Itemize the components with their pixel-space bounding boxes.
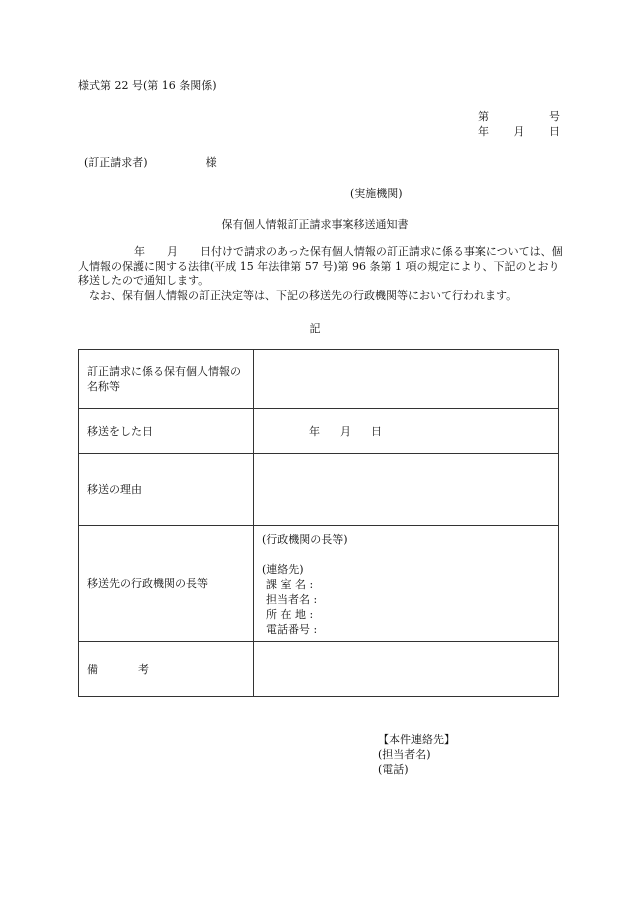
contact-heading: (連絡先)	[262, 563, 304, 576]
contact-footer-title: 【本件連絡先】	[378, 733, 455, 746]
body-paragraph-2: なお、保有個人情報の訂正決定等は、下記の移送先の行政機関等において行われます。	[89, 288, 518, 302]
info-name-label: 訂正請求に係る保有個人情報の名称等	[79, 350, 254, 409]
body-text	[78, 245, 563, 303]
remarks-label-b: 考	[138, 662, 149, 676]
table-row	[79, 642, 559, 697]
destination-value	[254, 526, 559, 642]
contact-footer-person: (担当者名)	[378, 748, 431, 761]
table-row	[79, 409, 559, 454]
honorific: 様	[205, 156, 217, 169]
remarks-value	[254, 642, 559, 697]
document-number-suffix: 号	[549, 110, 560, 123]
remarks-label	[79, 642, 254, 697]
form-number: 様式第 22 号(第 16 条関係)	[78, 79, 217, 92]
transfer-date-value	[254, 409, 559, 454]
table-row	[79, 350, 559, 409]
table-row	[79, 526, 559, 642]
info-name-value	[254, 350, 559, 409]
document-number-line	[478, 110, 560, 124]
document-number-prefix: 第	[478, 110, 489, 123]
contact-footer-phone: (電話)	[378, 763, 409, 776]
transfer-reason-value	[254, 454, 559, 526]
transfer-month: 月	[340, 424, 351, 438]
address-field: 所 在 地 :	[266, 608, 314, 621]
date-month: 月	[513, 125, 525, 138]
destination-label: 移送先の行政機関の長等	[79, 526, 254, 642]
room-name-field: 課 室 名 :	[266, 578, 314, 591]
remarks-label-a: 備	[87, 662, 98, 676]
document-date-line	[478, 125, 560, 139]
ki-heading: 記	[309, 322, 321, 335]
transfer-year: 年	[309, 424, 320, 438]
requester-label: (訂正請求者)	[84, 156, 148, 169]
person-field: 担当者名 :	[266, 593, 318, 606]
transfer-date-label: 移送をした日	[79, 409, 254, 454]
transfer-reason-label: 移送の理由	[79, 454, 254, 526]
destination-head: (行政機関の長等)	[262, 533, 348, 546]
table-row	[79, 454, 559, 526]
body-paragraph-1: 年 月 日付けで請求のあった保有個人情報の訂正請求に係る事案については、個人情報の保護に関する法律(平成 15 年法律第 57 号)第 96 条第 1 項の規定により、下記のとおり移送したので通知します。	[78, 245, 563, 287]
date-day: 日	[549, 125, 560, 138]
transfer-day: 日	[371, 424, 382, 438]
date-year: 年	[478, 125, 489, 138]
notification-table	[78, 349, 559, 697]
addressee-line	[84, 156, 217, 170]
phone-field: 電話番号 :	[266, 623, 318, 636]
contact-footer	[378, 732, 455, 777]
document-title: 保有個人情報訂正請求事案移送通知書	[221, 218, 409, 231]
agency-label: (実施機関)	[350, 187, 403, 200]
